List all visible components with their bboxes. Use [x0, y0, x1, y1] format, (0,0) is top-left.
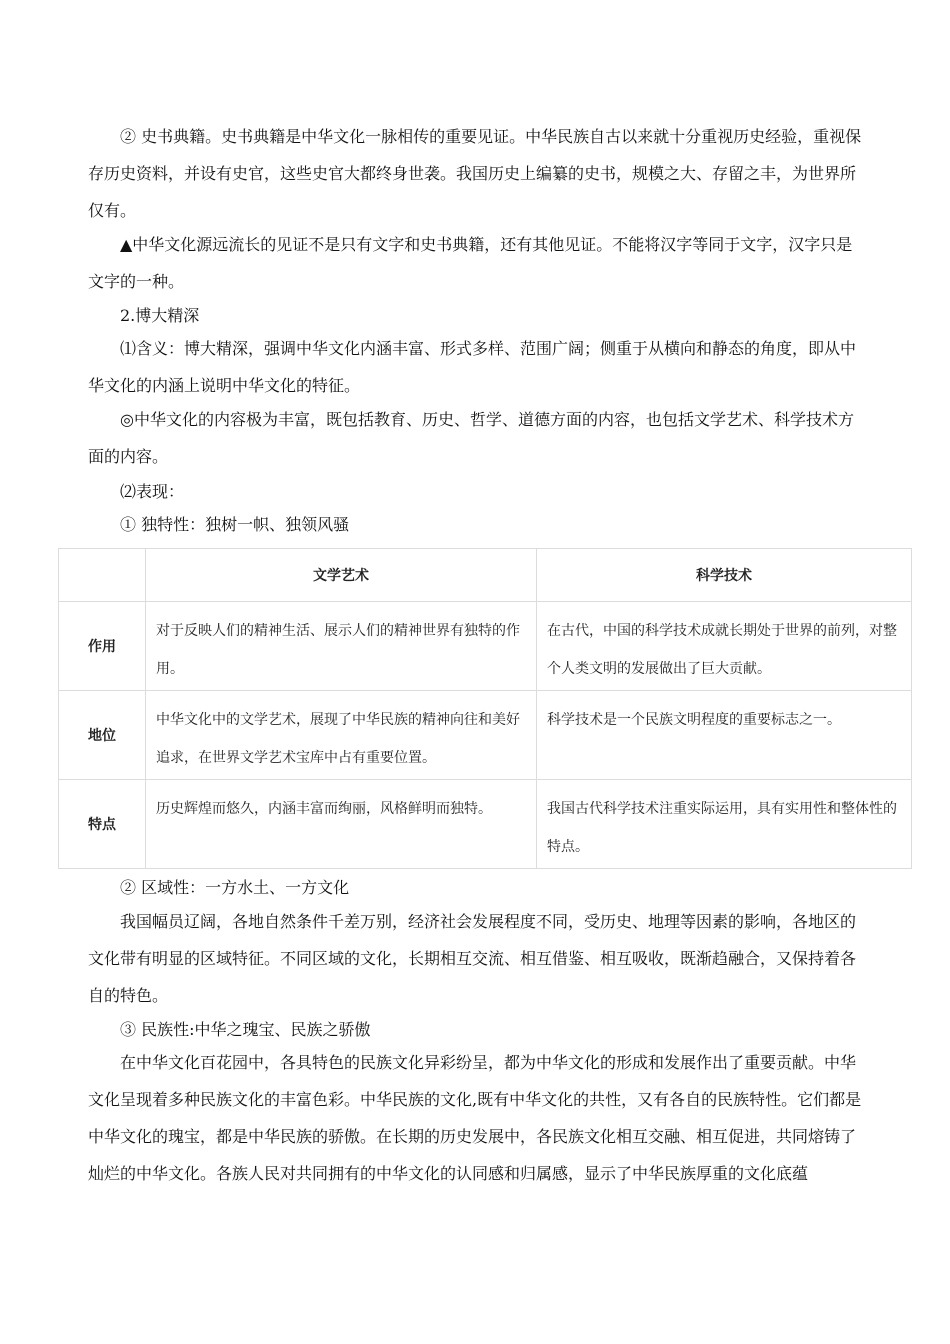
table-header-empty — [59, 549, 146, 602]
paragraph-note-evidence: ▲中华文化源远流长的见证不是只有文字和史书典籍，还有其他见证。不能将汉字等同于文字，汉字只是文字的一种。 — [88, 235, 853, 291]
table-header-science-tech: 科学技术 — [537, 549, 912, 602]
paragraph-regional: 我国幅员辽阔，各地自然条件千差万别，经济社会发展程度不同，受历史、地理等因素的影响，各地区的文化带有明显的区域特征。不同区域的文化，长期相互交流、相互借鉴、相互吸收，既渐趋融合，又保持着各自的特色。 — [88, 912, 857, 1005]
table-header-row — [59, 549, 912, 602]
table-row — [59, 602, 912, 691]
row-label-feature: 特点 — [59, 780, 146, 869]
table-row — [59, 691, 912, 780]
table-cell: 中华文化中的文学艺术，展现了中华民族的精神向往和美好追求，在世界文学艺术宝库中占有重要位置。 — [146, 691, 537, 780]
table-cell: 历史辉煌而悠久，内涵丰富而绚丽，风格鲜明而独特。 — [146, 780, 537, 869]
table-cell: 在古代，中国的科学技术成就长期处于世界的前列，对整个人类文明的发展做出了巨大贡献。 — [537, 602, 912, 691]
table-header-literature-art: 文学艺术 — [146, 549, 537, 602]
paragraph-meaning: ⑴含义：博大精深，强调中华文化内涵丰富、形式多样、范围广阔；侧重于从横向和静态的角度，即从中华文化的内涵上说明中华文化的特征。 — [88, 339, 857, 395]
row-label-role: 作用 — [59, 602, 146, 691]
subheading-uniqueness: ① 独特性：独树一帜、独领风骚 — [120, 515, 350, 534]
paragraph-historical-books: ② 史书典籍。史书典籍是中华文化一脉相传的重要见证。中华民族自古以来就十分重视历史经验，重视保存历史资料，并设有史官，这些史官大都终身世袭。我国历史上编纂的史书，规模之大、存留之丰，为世界所仅有。 — [88, 127, 862, 220]
table-cell: 科学技术是一个民族文明程度的重要标志之一。 — [537, 691, 912, 780]
table-cell: 对于反映人们的精神生活、展示人们的精神世界有独特的作用。 — [146, 602, 537, 691]
subheading-ethnic: ③ 民族性:中华之瑰宝、民族之骄傲 — [120, 1020, 371, 1039]
subheading-regional: ② 区域性：一方水土、一方文化 — [120, 878, 350, 897]
comparison-table — [58, 548, 912, 869]
table-cell: 我国古代科学技术注重实际运用，具有实用性和整体性的特点。 — [537, 780, 912, 869]
row-label-status: 地位 — [59, 691, 146, 780]
section-heading-broad-profound: 2.博大精深 — [120, 306, 200, 325]
paragraph-ethnic: 在中华文化百花园中，各具特色的民族文化异彩纷呈，都为中华文化的形成和发展作出了重要贡献。中华文化呈现着多种民族文化的丰富色彩。中华民族的文化,既有中华文化的共性，又有各自的民族特性。它们都是中华文化的瑰宝，都是中华民族的骄傲。在长期的历史发展中，各民族文化相互交融、相互促进，共同熔铸了灿烂的中华文化。各族人民对共同拥有的中华文化的认同感和归属感，显示了中华民族厚重的文化底蕴 — [88, 1053, 862, 1183]
subheading-manifestation: ⑵表现： — [120, 482, 185, 501]
table-row — [59, 780, 912, 869]
paragraph-content-rich: ◎中华文化的内容极为丰富，既包括教育、历史、哲学、道德方面的内容，也包括文学艺术、科学技术方面的内容。 — [88, 410, 854, 466]
